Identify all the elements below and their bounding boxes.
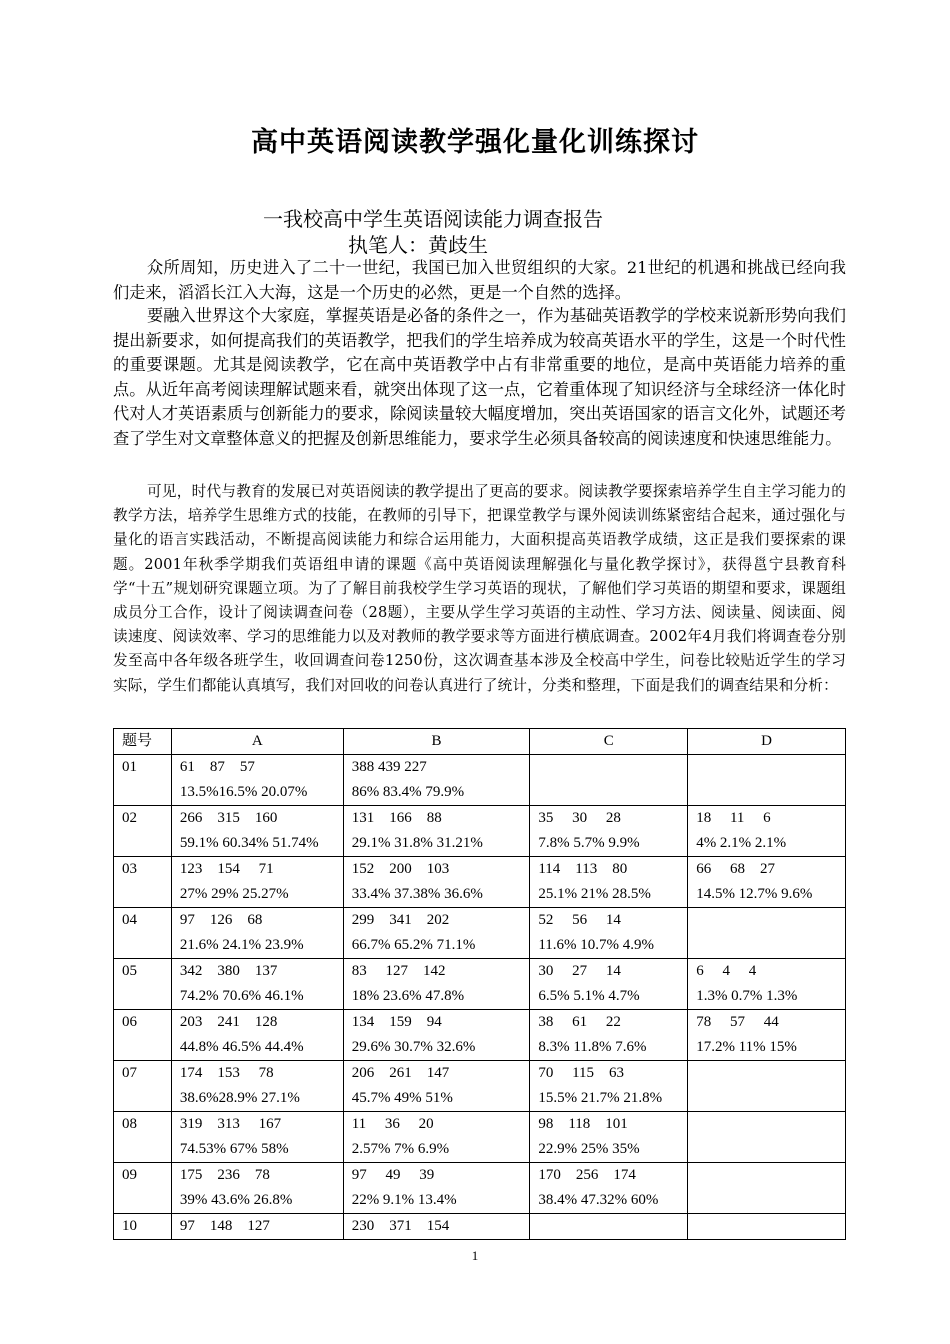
percent-values: 1.3% 0.7% 1.3% <box>696 988 798 1004</box>
count-values: 97 49 39 <box>351 1167 435 1183</box>
percent-values: 38.6%28.9% 27.1% <box>179 1090 300 1106</box>
count-values: 123 154 71 <box>179 861 274 877</box>
question-number-cell: 04 <box>114 908 172 959</box>
count-values: 38 61 22 <box>538 1014 621 1030</box>
percent-values: 29.1% 31.8% 31.21% <box>351 835 483 851</box>
option-a-cell <box>171 755 343 806</box>
count-values <box>696 755 845 780</box>
option-c-cell <box>530 806 688 857</box>
percent-values: 38.4% 47.32% 60% <box>538 1192 659 1208</box>
option-c-cell <box>530 959 688 1010</box>
percent-values: 27% 29% 25.27% <box>179 886 289 902</box>
percent-values: 4% 2.1% 2.1% <box>696 835 787 851</box>
count-values: 134 159 94 <box>351 1014 442 1030</box>
percent-values: 22% 9.1% 13.4% <box>351 1192 457 1208</box>
count-values <box>538 1214 687 1239</box>
count-values: 98 118 101 <box>538 1116 628 1132</box>
count-values: 70 115 63 <box>538 1065 625 1081</box>
option-a-cell <box>171 1214 343 1240</box>
question-number-cell: 09 <box>114 1163 172 1214</box>
count-values: 30 27 14 <box>538 963 621 979</box>
count-values: 230 371 154 <box>351 1218 450 1234</box>
option-b-cell <box>343 857 530 908</box>
option-a-cell <box>171 1163 343 1214</box>
count-values: 170 256 174 <box>538 1167 636 1183</box>
percent-values: 6.5% 5.1% 4.7% <box>538 988 640 1004</box>
table-row <box>114 1214 846 1240</box>
option-a-cell <box>171 1112 343 1163</box>
question-number-cell: 05 <box>114 959 172 1010</box>
count-values: 174 153 78 <box>179 1065 274 1081</box>
count-values <box>538 755 687 780</box>
header-option-a: A <box>171 729 343 755</box>
option-b-cell <box>343 1112 530 1163</box>
option-b-cell <box>343 1061 530 1112</box>
percent-values: 25.1% 21% 28.5% <box>538 886 651 902</box>
option-b-cell <box>343 755 530 806</box>
option-d-cell <box>688 1163 846 1214</box>
count-values: 114 113 80 <box>538 861 628 877</box>
count-values: 388 439 227 <box>351 759 427 775</box>
percent-values: 44.8% 46.5% 44.4% <box>179 1039 304 1055</box>
header-option-d: D <box>688 729 846 755</box>
table-row <box>114 755 846 806</box>
option-a-cell <box>171 1010 343 1061</box>
question-number-cell: 06 <box>114 1010 172 1061</box>
question-number-cell: 10 <box>114 1214 172 1240</box>
question-number-cell: 07 <box>114 1061 172 1112</box>
percent-values: 39% 43.6% 26.8% <box>179 1192 293 1208</box>
paragraph-1: 众所周知，历史进入了二十一世纪，我国已加入世贸组织的大家。21世纪的机遇和挑战已经向我们走来，滔滔长江入大海，这是一个历史的必然，更是一个自然的选择。 <box>113 258 846 302</box>
percent-values <box>538 780 687 805</box>
count-values: 175 236 78 <box>179 1167 270 1183</box>
option-c-cell <box>530 1061 688 1112</box>
option-d-cell <box>688 959 846 1010</box>
count-values <box>696 908 845 933</box>
percent-values <box>696 1188 845 1213</box>
count-values: 18 11 6 <box>696 810 771 826</box>
document-title: 高中英语阅读教学强化量化训练探讨 <box>251 127 699 158</box>
percent-values <box>696 933 845 958</box>
count-values: 299 341 202 <box>351 912 450 928</box>
count-values: 319 313 167 <box>179 1116 282 1132</box>
table-row <box>114 1112 846 1163</box>
option-b-cell <box>343 806 530 857</box>
table-row <box>114 857 846 908</box>
percent-values <box>696 1086 845 1111</box>
option-d-cell <box>688 908 846 959</box>
count-values: 266 315 160 <box>179 810 278 826</box>
percent-values: 7.8% 5.7% 9.9% <box>538 835 640 851</box>
percent-values: 29.6% 30.7% 32.6% <box>351 1039 476 1055</box>
page-number: 1 <box>471 1248 479 1263</box>
count-values: 35 30 28 <box>538 810 621 826</box>
header-question-number: 题号 <box>114 729 172 755</box>
author-line: 执笔人：黄歧生 <box>348 233 488 257</box>
option-b-cell <box>343 1163 530 1214</box>
option-a-cell <box>171 1061 343 1112</box>
paragraph-3: 可见，时代与教育的发展已对英语阅读的教学提出了更高的要求。阅读教学要探索培养学生自主学习能力的教学方法，培养学生思维方式的技能，在教师的引导下，把课堂教学与课外阅读训练紧密结合起来，通过强化与量化的语言实践活动，不断提高阅读能力和综合运用能力，大面积提高英语教学成绩，这正是我们要探索的课题。2001年秋季学期我们英语组申请的课题《高中英语阅读理解强化与量化教学探讨》，获得邕宁县教育科学“十五”规划研究课题立项。为了了解目前我校学生学习英语的现状，了解他们学习英语的期望和要求，课题组成员分工合作，设计了阅读调查问卷（28题），主要从学生学习英语的主动性、学习方法、阅读量、阅读面、阅读速度、阅读效率、学习的思维能力以及对教师的教学要求等方面进行横底调查。2002年4月我们将调查卷分别发至高中各年级各班学生，收回调查问卷1250份，这次调查基本涉及全校高中学生，问卷比较贴近学生的学习实际，学生们都能认真填写，我们对回收的问卷认真进行了统计，分类和整理，下面是我们的调查结果和分析： <box>113 483 846 694</box>
count-values: 78 57 44 <box>696 1014 779 1030</box>
survey-table <box>113 728 846 1240</box>
question-number-cell: 08 <box>114 1112 172 1163</box>
header-option-c: C <box>530 729 688 755</box>
count-values: 61 87 57 <box>179 759 255 775</box>
percent-values: 11.6% 10.7% 4.9% <box>538 937 655 953</box>
percent-values: 13.5%16.5% 20.07% <box>179 784 308 800</box>
count-values: 97 148 127 <box>179 1218 270 1234</box>
table-body <box>114 755 846 1240</box>
percent-values: 86% 83.4% 79.9% <box>351 784 465 800</box>
percent-values: 2.57% 7% 6.9% <box>351 1141 450 1157</box>
percent-values: 74.53% 67% 58% <box>179 1141 289 1157</box>
option-b-cell <box>343 1214 530 1240</box>
option-d-cell <box>688 1214 846 1240</box>
count-values: 52 56 14 <box>538 912 621 928</box>
option-c-cell <box>530 755 688 806</box>
option-b-cell <box>343 1010 530 1061</box>
question-number-cell: 03 <box>114 857 172 908</box>
count-values: 206 261 147 <box>351 1065 450 1081</box>
count-values: 83 127 142 <box>351 963 446 979</box>
table-row <box>114 1061 846 1112</box>
percent-values: 22.9% 25% 35% <box>538 1141 640 1157</box>
count-values <box>696 1061 845 1086</box>
option-c-cell <box>530 1010 688 1061</box>
percent-values: 59.1% 60.34% 51.74% <box>179 835 319 851</box>
option-d-cell <box>688 857 846 908</box>
option-c-cell <box>530 1112 688 1163</box>
option-a-cell <box>171 857 343 908</box>
percent-values: 21.6% 24.1% 23.9% <box>179 937 304 953</box>
option-c-cell <box>530 1163 688 1214</box>
percent-values: 18% 23.6% 47.8% <box>351 988 465 1004</box>
header-option-b: B <box>343 729 530 755</box>
option-b-cell <box>343 959 530 1010</box>
count-values: 66 68 27 <box>696 861 775 877</box>
percent-values: 17.2% 11% 15% <box>696 1039 797 1055</box>
count-values: 6 4 4 <box>696 963 757 979</box>
table-row <box>114 908 846 959</box>
option-d-cell <box>688 806 846 857</box>
percent-values: 8.3% 11.8% 7.6% <box>538 1039 647 1055</box>
option-a-cell <box>171 959 343 1010</box>
table-row <box>114 1163 846 1214</box>
percent-values <box>696 1137 845 1162</box>
count-values: 11 36 20 <box>351 1116 434 1132</box>
option-c-cell <box>530 857 688 908</box>
count-values: 342 380 137 <box>179 963 278 979</box>
option-d-cell <box>688 1061 846 1112</box>
table-header-row <box>114 729 846 755</box>
count-values <box>696 1163 845 1188</box>
percent-values <box>696 780 845 805</box>
count-values <box>696 1214 845 1239</box>
option-d-cell <box>688 755 846 806</box>
percent-values: 33.4% 37.38% 36.6% <box>351 886 483 902</box>
count-values: 203 241 128 <box>179 1014 278 1030</box>
percent-values: 74.2% 70.6% 46.1% <box>179 988 304 1004</box>
option-d-cell <box>688 1010 846 1061</box>
option-a-cell <box>171 806 343 857</box>
table-row <box>114 806 846 857</box>
count-values <box>696 1112 845 1137</box>
option-c-cell <box>530 1214 688 1240</box>
question-number-cell: 01 <box>114 755 172 806</box>
option-c-cell <box>530 908 688 959</box>
percent-values: 14.5% 12.7% 9.6% <box>696 886 813 902</box>
paragraph-2: 要融入世界这个大家庭，掌握英语是必备的条件之一，作为基础英语教学的学校来说新形势向我们提出新要求，如何提高我们的英语教学，把我们的学生培养成为较高英语水平的学生，这是一个时代性的重要课题。尤其是阅读教学，它在高中英语教学中占有非常重要的地位，是高中英语能力培养的重点。从近年高考阅读理解试题来看，就突出体现了这一点，它着重体现了知识经济与全球经济一体化时代对人才英语素质与创新能力的要求，除阅读量较大幅度增加，突出英语国家的语言文化外，试题还考查了学生对文章整体意义的把握及创新思维能力，要求学生必须具备较高的阅读速度和快速思维能力。 <box>113 306 846 448</box>
table-row <box>114 959 846 1010</box>
percent-values: 66.7% 65.2% 71.1% <box>351 937 476 953</box>
table-row <box>114 1010 846 1061</box>
document-subtitle: 一我校高中学生英语阅读能力调查报告 <box>263 207 603 231</box>
option-d-cell <box>688 1112 846 1163</box>
question-number-cell: 02 <box>114 806 172 857</box>
count-values: 152 200 103 <box>351 861 450 877</box>
option-b-cell <box>343 908 530 959</box>
option-a-cell <box>171 908 343 959</box>
percent-values: 15.5% 21.7% 21.8% <box>538 1090 663 1106</box>
percent-values: 45.7% 49% 51% <box>351 1090 453 1106</box>
count-values: 97 126 68 <box>179 912 263 928</box>
count-values: 131 166 88 <box>351 810 442 826</box>
